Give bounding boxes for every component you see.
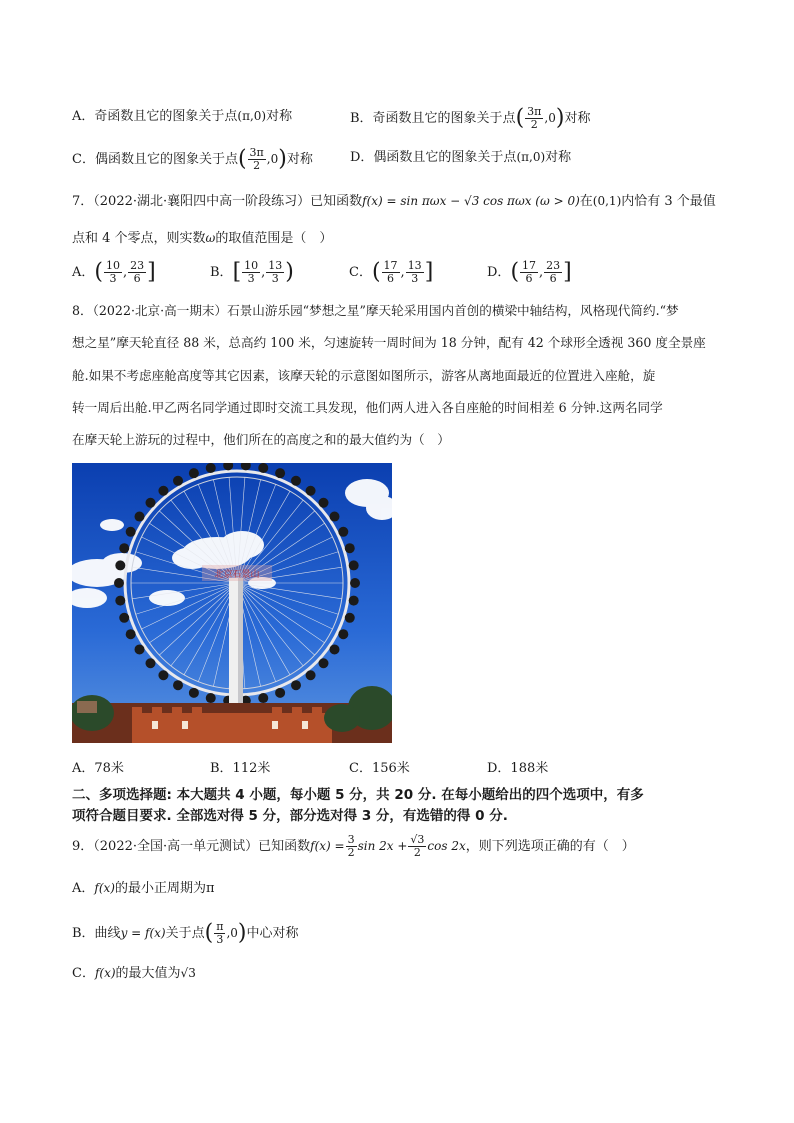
fraction (382, 260, 400, 285)
denominator: 2 (530, 118, 538, 131)
fraction (266, 260, 284, 285)
option-suffix: 对称 (545, 150, 572, 165)
wheel-cabin (206, 463, 216, 473)
numerator: 23 (130, 259, 145, 272)
q6-option-c: C．偶函数且它的图象关于点( $\frac{3\pi}{2}$ ,0)对称 (72, 146, 313, 172)
q8-option-c: C．156米 (349, 761, 410, 776)
option-text: 的最大值为 (115, 966, 181, 981)
fraction (406, 260, 424, 285)
math-eq: y = f(x) (120, 926, 166, 940)
wheel-cabin (158, 670, 168, 680)
option-label: A． (72, 265, 95, 280)
option-label: A． (72, 881, 95, 896)
q9-stem-text: ，则下列选项正确的有（ ） (465, 839, 635, 854)
fraction (128, 260, 146, 285)
wheel-cabin (329, 512, 339, 522)
numerator: 3 (347, 833, 355, 846)
wheel-cabin (258, 463, 268, 473)
denominator: 2 (413, 846, 421, 859)
wheel-cabin (119, 613, 129, 623)
math-text: ,0 (266, 152, 279, 166)
q7-interval: (0,1) (592, 194, 622, 208)
option-suffix: 对称 (266, 109, 293, 124)
q9-option-b: B．曲线y = f(x)关于点( $\frac{\pi}{3}$ ,0)中心对称 (72, 920, 299, 946)
fraction (104, 260, 122, 285)
numerator: 13 (268, 259, 283, 272)
math-fx: f(x) (94, 966, 116, 980)
numerator: √3 (410, 833, 425, 846)
section2-heading-line2: 项符合题目要求. 全部选对得 5 分，部分选对得 3 分，有选错的得 0 分. (72, 808, 508, 824)
q7-stem-text: 点和 4 个零点，则实数 (72, 231, 206, 246)
wheel-cabin (306, 670, 316, 680)
wheel-cabin (319, 658, 329, 668)
numerator: 10 (244, 259, 259, 272)
denominator: 3 (247, 272, 255, 285)
wheel-cabin (306, 486, 316, 496)
numerator: 17 (383, 259, 398, 272)
fraction (214, 921, 225, 946)
q6-option-d (350, 147, 571, 168)
fraction (346, 834, 357, 859)
q7-stem-text: 7．（2022·湖北·襄阳四中高一阶段练习）已知函数 (72, 194, 363, 209)
numerator: 23 (546, 259, 561, 272)
omega-symbol: ω (205, 231, 216, 245)
q9-cos-term: cos 2x (427, 839, 466, 853)
q8-line3: 舱.如果不考虑座舱高度等其它因素，该摩天轮的示意图如图所示，游客从离地面最近的位置进入座舱，旋 (72, 368, 656, 383)
option-suffix: 对称 (564, 111, 591, 126)
q9-option-c (72, 963, 196, 984)
ferris-wheel-photo (72, 463, 392, 743)
denominator: 3 (109, 272, 117, 285)
denominator: 2 (347, 846, 355, 859)
wheel-cabin (291, 476, 301, 486)
wheel-sign-text: 北京石景山 (214, 570, 260, 580)
numerator: 17 (522, 259, 537, 272)
q8-line1: 8．（2022·北京·高一期末）石景山游乐园“梦想之星”摩天轮采用国内首创的横梁中轴结构，风格现代简约.“梦 (72, 303, 679, 318)
option-text: 中心对称 (246, 926, 299, 941)
math-point: (π,0) (516, 150, 546, 164)
q8-line2: 想之星”摩天轮直径 88 米，总高约 100 米，匀速旋转一周时间为 18 分钟，配有 42 个球形全透视 360 度全景座 (72, 335, 706, 350)
option-text: 的最小正周期为π (114, 881, 215, 896)
wheel-cabin (135, 512, 145, 522)
q9-sin-term: sin 2x + (357, 839, 408, 853)
math-text: ,0 (544, 111, 556, 125)
wheel-cabin (291, 680, 301, 690)
wheel-cabin (338, 527, 348, 537)
numerator: 10 (105, 259, 120, 272)
fraction (544, 260, 562, 285)
wheel-cabin (349, 560, 359, 570)
math-fx: f(x) (94, 881, 115, 895)
q8-line4: 转一周后出舱.甲乙两名同学通过即时交流工具发现，他们两人进入各自座舱的时间相差 6 分钟.这两名同学 (72, 400, 663, 415)
wheel-cabin (338, 629, 348, 639)
q9-option-a (72, 878, 215, 899)
numerator: 3π (249, 146, 264, 159)
option-suffix: 对称 (286, 152, 313, 167)
q9-stem-text: 9．（2022·全国·高一单元测试）已知函数 (72, 839, 311, 854)
denominator: 3 (216, 933, 224, 946)
q9-function-lhs: f(x) = (310, 839, 345, 853)
numerator: 3π (527, 105, 542, 118)
math-value: √3 (180, 966, 196, 980)
wheel-cabin (145, 658, 155, 668)
q9-stem (72, 834, 635, 859)
denominator: 6 (549, 272, 557, 285)
fraction (408, 834, 426, 859)
wheel-cabin (189, 688, 199, 698)
q7-stem-line2 (72, 228, 332, 249)
wheel-cabin (329, 644, 339, 654)
option-text: 关于点 (165, 926, 205, 941)
wheel-cabin (115, 560, 125, 570)
denominator: 3 (411, 272, 419, 285)
wheel-cabin (275, 468, 285, 478)
wheel-cabin (135, 644, 145, 654)
section2-heading-line1: 二、多项选择题: 本大题共 4 小题，每小题 5 分，共 20 分. 在每小题给出的四个选项中，有多 (72, 787, 644, 803)
q7-option-d: D．( $\frac{17}{6}$ , $\frac{23}{6}$ ] (487, 259, 572, 285)
wheel-cabin (206, 693, 216, 703)
q7-option-b: B．[ $\frac{10}{3}$ , $\frac{13}{3}$ ) (210, 259, 294, 285)
option-text: A．奇函数且它的图象关于点 (72, 109, 238, 124)
option-text: B．奇函数且它的图象关于点 (350, 111, 516, 126)
q8-line5: 在摩天轮上游玩的过程中，他们所在的高度之和的最大值约为（ ） (72, 432, 450, 447)
wheel-cabin (349, 596, 359, 606)
ferris-wheel-illustration (72, 463, 392, 743)
option-text: D．偶函数且它的图象关于点 (350, 150, 517, 165)
fraction (242, 260, 260, 285)
wheel-cabin (126, 527, 136, 537)
denominator: 6 (387, 272, 395, 285)
q7-text: 内恰有 3 个最值 (621, 194, 716, 209)
wheel-cabin (350, 578, 360, 588)
wheel-cabin (173, 680, 183, 690)
wheel-cabin (319, 498, 329, 508)
denominator: 3 (271, 272, 279, 285)
option-label: B．曲线 (72, 926, 121, 941)
q8-option-b: B．112米 (210, 761, 271, 776)
math-text: ,0 (226, 926, 238, 940)
q7-text: 的取值范围是（ ） (215, 231, 333, 246)
wheel-cabin (258, 693, 268, 703)
option-text: C．偶函数且它的图象关于点 (72, 152, 238, 167)
q6-option-b: B．奇函数且它的图象关于点( $\frac{3\pi}{2}$ ,0)对称 (350, 105, 591, 131)
wheel-cabin (345, 543, 355, 553)
wheel-cabin (173, 476, 183, 486)
q7-function: f(x) = sin πωx − √3 cos πωx (ω > 0) (362, 194, 580, 208)
option-label: C． (349, 265, 372, 280)
wheel-cabin (119, 543, 129, 553)
q6-option-a (72, 106, 292, 127)
denominator: 2 (253, 159, 261, 172)
wheel-cabin (189, 468, 199, 478)
numerator: 13 (407, 259, 422, 272)
denominator: 6 (525, 272, 533, 285)
option-label: D． (487, 265, 511, 280)
denominator: 6 (133, 272, 141, 285)
option-label: C． (72, 966, 95, 981)
q7-option-a: A．( $\frac{10}{3}$ , $\frac{23}{6}$ ] (72, 259, 156, 285)
q8-option-a: A．78米 (72, 761, 124, 776)
fraction (248, 147, 266, 172)
wheel-cabin (126, 629, 136, 639)
q7-option-c: C．( $\frac{17}{6}$ , $\frac{13}{3}$ ] (349, 259, 434, 285)
q8-option-d: D．188米 (487, 761, 549, 776)
wheel-cabin (115, 596, 125, 606)
option-label: B． (210, 265, 233, 280)
wheel-cabin (275, 688, 285, 698)
wheel-cabin (158, 486, 168, 496)
wheel-cabin (114, 578, 124, 588)
wheel-cabin (145, 498, 155, 508)
fraction (525, 106, 543, 131)
math-point: (π,0) (237, 109, 267, 123)
q7-text: 在 (579, 194, 593, 209)
wheel-cabin (345, 613, 355, 623)
fraction (520, 260, 538, 285)
q7-stem-line1 (72, 191, 716, 212)
numerator: π (216, 920, 224, 933)
